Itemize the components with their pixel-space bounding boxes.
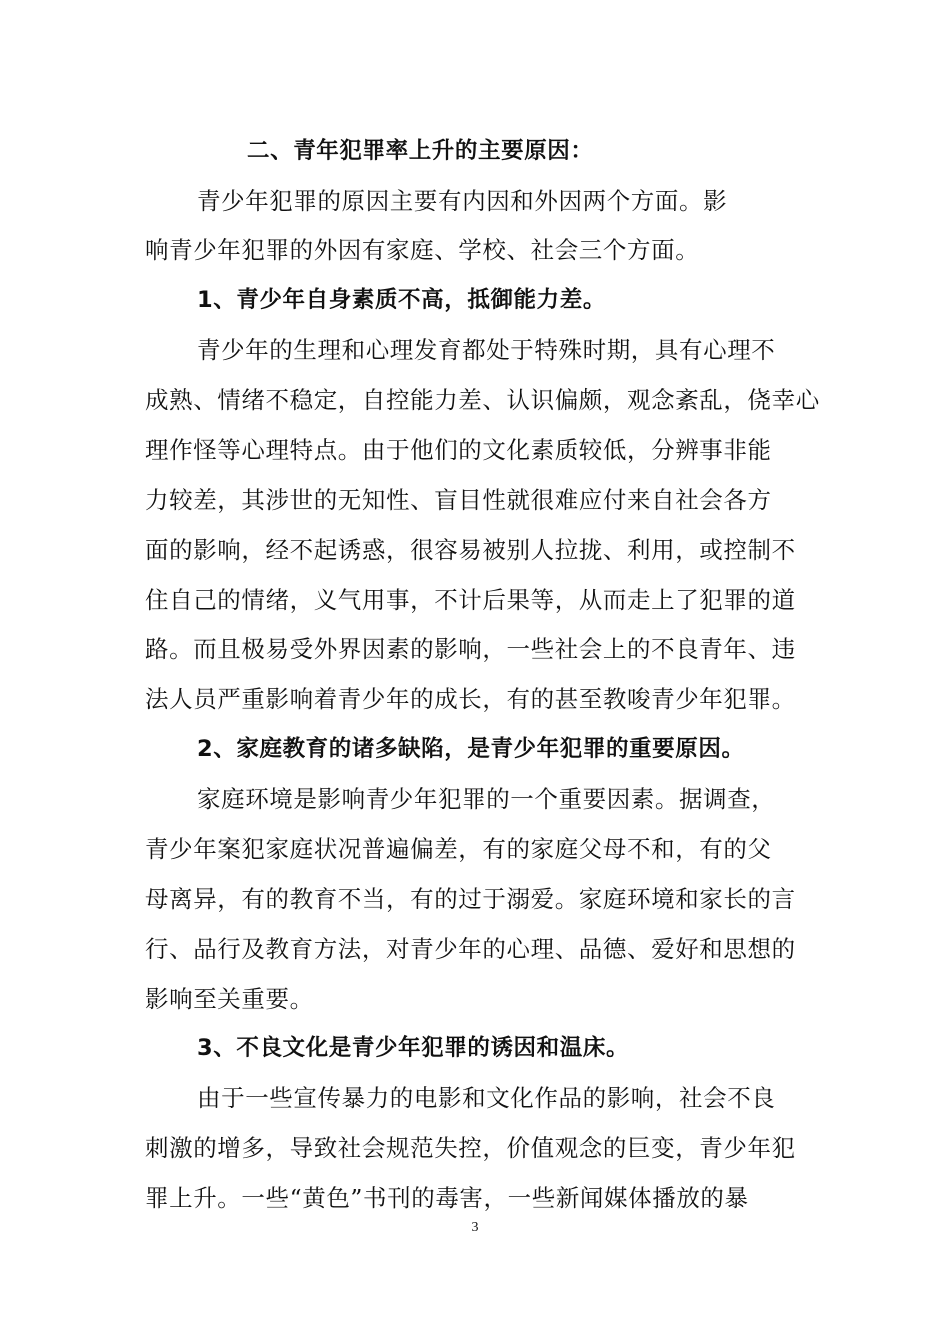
paragraph-line: 青少年的生理和心理发育都处于特殊时期，具有心理不 — [197, 336, 776, 364]
paragraph-line: 母离异，有的教育不当，有的过于溺爱。家庭环境和家长的言 — [145, 885, 796, 913]
subsection-title-2: 2、家庭教育的诸多缺陷，是青少年犯罪的重要原因。 — [197, 736, 745, 762]
paragraph-line: 面的影响，经不起诱惑，很容易被别人拉拢、利用，或控制不 — [145, 536, 796, 564]
paragraph-line: 罪上升。一些“黄色”书刊的毒害，一些新闻媒体播放的暴 — [145, 1184, 749, 1212]
paragraph-line: 路。而且极易受外界因素的影响，一些社会上的不良青年、违 — [145, 635, 796, 663]
paragraph-line: 成熟、情绪不稳定，自控能力差、认识偏颇，观念紊乱，侥幸心 — [145, 386, 820, 414]
paragraph-line: 行、品行及教育方法，对青少年的心理、品德、爱好和思想的 — [145, 935, 796, 963]
subsection-title-1: 1、青少年自身素质不高，抵御能力差。 — [197, 287, 606, 313]
page-number: 3 — [471, 1220, 479, 1235]
paragraph-line: 力较差，其涉世的无知性、盲目性就很难应付来自社会各方 — [145, 486, 772, 514]
paragraph-line: 法人员严重影响着青少年的成长，有的甚至教唆青少年犯罪。 — [145, 685, 796, 713]
intro-line: 青少年犯罪的原因主要有内因和外因两个方面。影 — [197, 187, 728, 215]
paragraph-line: 住自己的情绪，义气用事，不计后果等，从而走上了犯罪的道 — [145, 586, 796, 614]
subsection-title-3: 3、不良文化是青少年犯罪的诱因和温床。 — [197, 1035, 630, 1061]
intro-line: 响青少年犯罪的外因有家庭、学校、社会三个方面。 — [145, 236, 700, 264]
paragraph-line: 刺激的增多，导致社会规范失控，价值观念的巨变，青少年犯 — [145, 1134, 796, 1162]
section-heading: 二、青年犯罪率上升的主要原因： — [247, 138, 594, 164]
paragraph-line: 影响至关重要。 — [145, 985, 314, 1013]
paragraph-line: 家庭环境是影响青少年犯罪的一个重要因素。据调查， — [197, 785, 776, 813]
paragraph-line: 理作怪等心理特点。由于他们的文化素质较低，分辨事非能 — [145, 436, 772, 464]
paragraph-line: 青少年案犯家庭状况普遍偏差，有的家庭父母不和，有的父 — [145, 835, 772, 863]
paragraph-line: 由于一些宣传暴力的电影和文化作品的影响，社会不良 — [197, 1084, 776, 1112]
